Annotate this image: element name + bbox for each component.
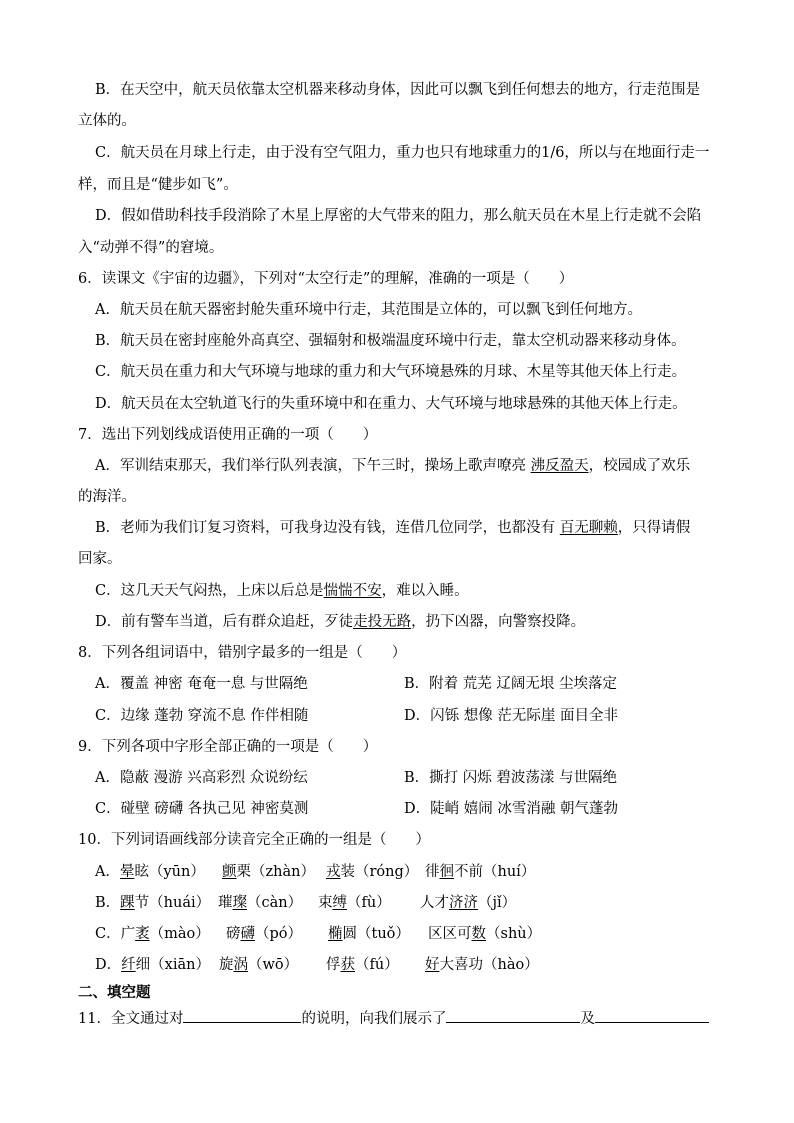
q5-option-d-line2: 入“动弹不得”的窘境。 [78, 240, 224, 256]
q5-option-b-line2: 立体的。 [78, 113, 136, 129]
q9-option-b: B．撕打 闪烁 碧波荡漾 与世隔绝 [404, 770, 617, 786]
q11-text-2: 的说明，向我们展示了 [301, 1011, 447, 1027]
q5-option-c-line1: C．航天员在月球上行走，由于没有空气阻力，重力也只有地球重力的1/6，所以与在地面行走一 [95, 145, 710, 161]
q7-option-c [95, 581, 469, 601]
q8-option-a: A．覆盖 神密 奄奄一息 与世隔绝 [95, 676, 308, 692]
q9-option-d: D．陡峭 嬉闹 冰雪消融 朝气蓬勃 [404, 801, 618, 817]
q10-underlined-char: 涡 [233, 957, 248, 973]
q10-stem: 10．下列词语画线部分读音完全正确的一组是（ ） [78, 832, 430, 848]
q10-underlined-char: 袤 [135, 926, 150, 942]
q10-c-item: C．广袤（mào） [95, 926, 210, 942]
q8-stem: 8．下列各组词语中，错别字最多的一组是（ ） [78, 645, 407, 661]
q10-underlined-char: 徊 [439, 864, 454, 880]
q8-option-d: D．闪铄 想像 茫无际崖 面目全非 [404, 708, 618, 724]
q10-underlined-char: 好 [425, 957, 440, 973]
q11-blank-3[interactable] [595, 1008, 709, 1023]
q7-c-underlined-idiom: 惴惴不安 [323, 583, 382, 599]
q10-a-item: A．晕眩（yūn） [95, 864, 205, 880]
q7-b-text-2: ，只得请假 [617, 520, 691, 536]
q10-d-item: D．纤细（xiān） [95, 957, 210, 973]
q10-underlined-char: 晕 [119, 864, 135, 880]
q6-option-d: D．航天员在太空轨道飞行的失重环境中和在重力、大气环境与地球悬殊的其他天体上行走。 [95, 396, 687, 412]
q7-c-text-1: C．这几天天气闷热，上床以后总是 [95, 583, 324, 599]
q7-d-text-1: D．前有警车当道，后有群众追赶，歹徒 [95, 614, 354, 630]
q8-option-b: B．附着 荒芜 辽阔无垠 尘埃落定 [404, 676, 617, 692]
q10-a-item: 戎装（róng） [326, 864, 419, 880]
q10-c-item: 区区可数（shù） [428, 926, 542, 942]
q6-option-a: A．航天员在航天器密封舱失重环境中行走，其范围是立体的，可以飘飞到任何地方。 [95, 302, 642, 318]
q10-underlined-char: 获 [340, 957, 355, 973]
q9-option-c: C．碰壁 磅礴 各执己见 神密莫测 [95, 801, 309, 817]
q10-underlined-char: 纤 [121, 957, 136, 973]
q7-option-d [95, 612, 585, 632]
q6-option-c: C．航天员在重力和大气环境与地球的重力和大气环境悬殊的月球、木星等其他天体上行走。 [95, 364, 687, 380]
q10-c-item: 椭圆（tuǒ） [328, 926, 410, 942]
section-heading: 二、填空题 [78, 985, 151, 1001]
q6-stem: 6．读课文《宇宙的边疆》，下列对“太空行走”的理解，准确的一项是（ ） [78, 271, 574, 287]
q10-c-item: 磅礴（pó） [226, 926, 303, 942]
q10-b-item: B．踝节（huái） [95, 895, 211, 911]
q7-b-text-1: B．老师为我们订复习资料，可我身边没有钱，连借几位同学，也都没有 [95, 520, 560, 536]
q7-option-a-line1 [95, 456, 690, 476]
q10-d-item: 好大喜功（hào） [425, 957, 539, 973]
q5-option-d-line1: D．假如借助科技手段消除了木星上厚密的大气带来的阻力，那么航天员在木星上行走就不会陷 [95, 208, 702, 224]
q7-d-text-2: ，扔下凶器，向警察投降。 [411, 614, 586, 630]
q6-option-b: B．航天员在密封座舱外高真空、强辐射和极端温度环境中行走，靠太空机动器来移动身体。 [95, 333, 686, 349]
q10-underlined-char: 璨 [232, 895, 247, 911]
q10-underlined-char: 礴 [240, 926, 255, 942]
q10-underlined-char: 数 [471, 926, 486, 942]
q11-blank-1[interactable] [183, 1008, 301, 1023]
q10-b-item: 人才济济（jǐ） [420, 895, 517, 911]
q7-option-b-line1 [95, 518, 690, 538]
q10-underlined-char: 椭 [328, 926, 343, 942]
q10-d-item: 俘获（fú） [326, 957, 399, 973]
q7-a-text-1: A．军训结束那天，我们举行队列表演，下午三时，操场上歌声嘹亮 [95, 458, 531, 474]
q10-underlined-char: 缚 [332, 895, 347, 911]
q11-blank-2[interactable] [446, 1008, 580, 1023]
q10-a-item: 徘徊不前（huí） [425, 864, 536, 880]
q9-option-a: A．隐蔽 漫游 兴高彩烈 众说纷纭 [95, 770, 308, 786]
q7-option-b-line2: 回家。 [78, 551, 122, 567]
q11-stem [78, 1008, 709, 1029]
q7-a-underlined-idiom: 沸反盈天 [530, 458, 589, 474]
q9-stem: 9．下列各项中字形全部正确的一项是（ ） [78, 739, 378, 755]
q11-text-1: 11．全文通过对 [78, 1011, 184, 1027]
q5-option-c-line2: 样，而且是“健步如飞”。 [78, 177, 238, 193]
q11-text-3: 及 [580, 1011, 595, 1027]
q8-option-c: C．边缘 蓬勃 穿流不息 作伴相随 [95, 708, 309, 724]
q7-a-text-2: ，校园成了欢乐 [588, 458, 691, 474]
q10-b-item: 束缚（fù） [318, 895, 391, 911]
q10-underlined-char: 踝 [120, 895, 135, 911]
q10-a-item: 颤栗（zhàn） [222, 864, 315, 880]
q10-underlined-char: 戎 [326, 864, 341, 880]
q10-underlined-char: 济济 [449, 895, 478, 911]
q10-underlined-char: 颤 [222, 864, 237, 880]
q7-d-underlined-idiom: 走投无路 [353, 614, 412, 630]
q7-b-underlined-idiom: 百无聊赖 [559, 520, 618, 536]
q10-d-item: 旋涡（wō） [219, 957, 299, 973]
q7-c-text-2: ，难以入睡。 [381, 583, 469, 599]
q7-option-a-line2: 的海洋。 [78, 489, 136, 505]
q10-b-item: 璀璨（càn） [218, 895, 303, 911]
q5-option-b-line1: B．在天空中，航天员依靠太空机器来移动身体，因此可以飘飞到任何想去的地方，行走范围是 [95, 82, 701, 98]
q7-stem: 7．选出下列划线成语使用正确的一项（ ） [78, 427, 378, 443]
